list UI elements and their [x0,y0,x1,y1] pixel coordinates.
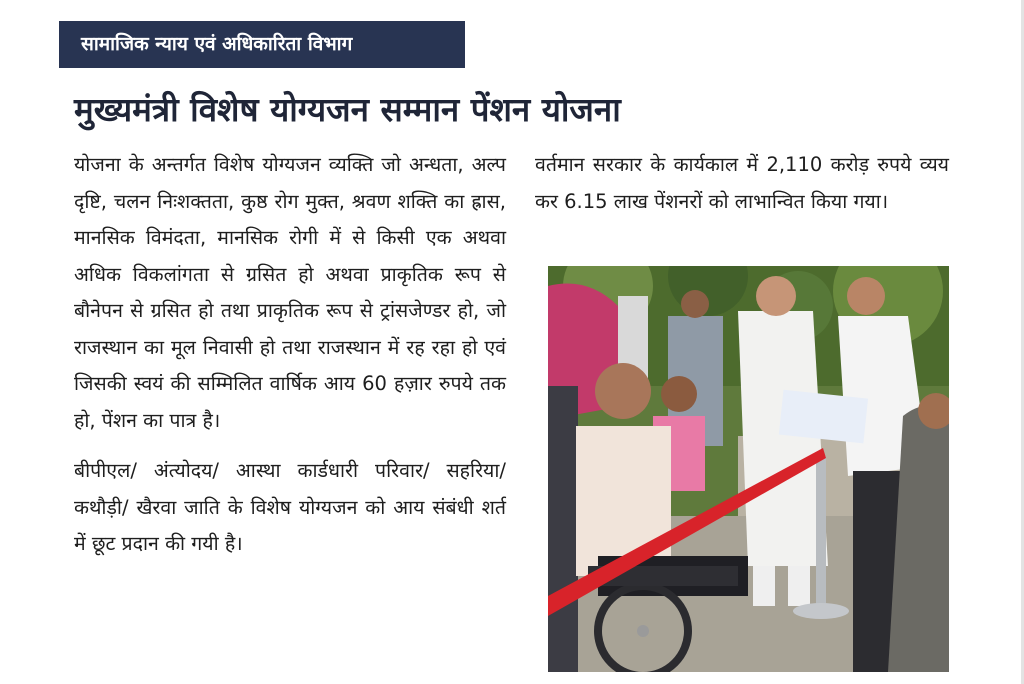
department-banner: सामाजिक न्याय एवं अधिकारिता विभाग [59,21,465,68]
article-left-column [74,147,506,577]
page-title: मुख्यमंत्री विशेष योग्यजन सम्मान पेंशन योजना [74,90,621,129]
achievement-paragraph: वर्तमान सरकार के कार्यकाल में 2,110 करोड़ रुपये व्यय कर 6.15 लाख पेंशनरों को लाभान्वित किया गया। [535,153,949,213]
exemption-paragraph: बीपीएल/ अंत्योदय/ आस्था कार्डधारी परिवार/ सहरिया/ कथौड़ी/ खैरवा जाति के विशेष योग्यजन को आय संबंधी शर्त में छूट प्रदान की गयी है। [74,459,506,555]
eligibility-paragraph: योजना के अन्तर्गत विशेष योग्यजन व्यक्ति जो अन्धता, अल्प दृष्टि, चलन निःशक्तता, कुष्ठ रोग मुक्त, श्रवण शक्ति का ह्रास, मानसिक विमंदता, मानसिक रोगी में से किसी एक अथवा अधिक विकलांगता से ग्रसित हो अथवा प्राकृतिक रूप से बौनेपन से ग्रसित हो तथा प्राकृतिक रूप से ट्रांसजेण्डर हो, जो राजस्थान का मूल निवासी हो तथा राजस्थान में रह रहा हो एवं जिसकी स्वयं की सम्मिलित वार्षिक आय 60 हज़ार रुपये तक हो, पेंशन का पात्र है। [74,153,506,432]
ribbon-cutting-photo [548,266,949,672]
article-right-column [535,147,949,220]
